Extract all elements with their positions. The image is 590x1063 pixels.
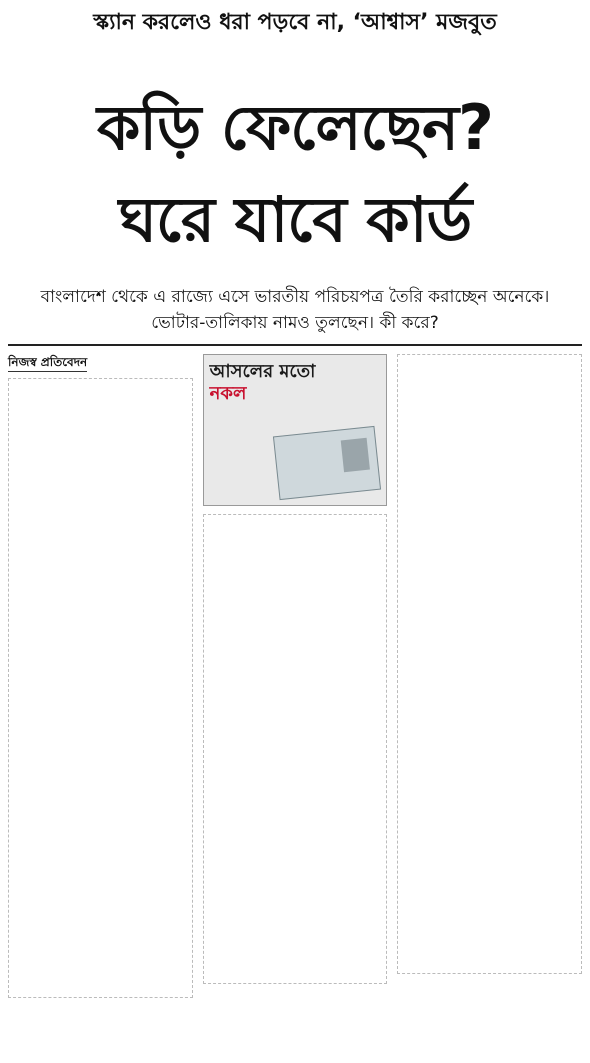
inset-title-text: আসলের মতো [209,361,316,382]
inset-title [210,361,381,405]
column-left-body [8,378,193,998]
standfirst: বাংলাদেশ থেকে এ রাজ্যে এসে ভারতীয় পরিচয়পত্র তৈরি করাচ্ছেন অনেকে। ভোটার-তালিকায় নামও তুলছেন। কী করে? [40,287,550,333]
byline: নিজস্ব প্রতিবেদন [8,354,87,372]
headline-line-2: ঘরে যাবে কার্ড [118,183,472,256]
kicker: স্ক্যান করলেও ধরা পড়বে না, ‘আশ্বাস’ মজবুত [93,10,497,35]
id-card-photo [341,438,370,473]
article-columns [8,354,582,1054]
divider [8,344,582,346]
column-middle [203,354,388,1054]
headline-line-1: কড়ি ফেলেছেন? [97,91,493,164]
inset-image [203,354,388,506]
column-middle-body [203,514,388,984]
column-right [397,354,582,1054]
headline [8,86,582,270]
column-left [8,354,193,1054]
id-card-illustration [273,426,381,500]
inset-accent-text: নকল [209,383,247,404]
column-right-body [397,354,582,974]
